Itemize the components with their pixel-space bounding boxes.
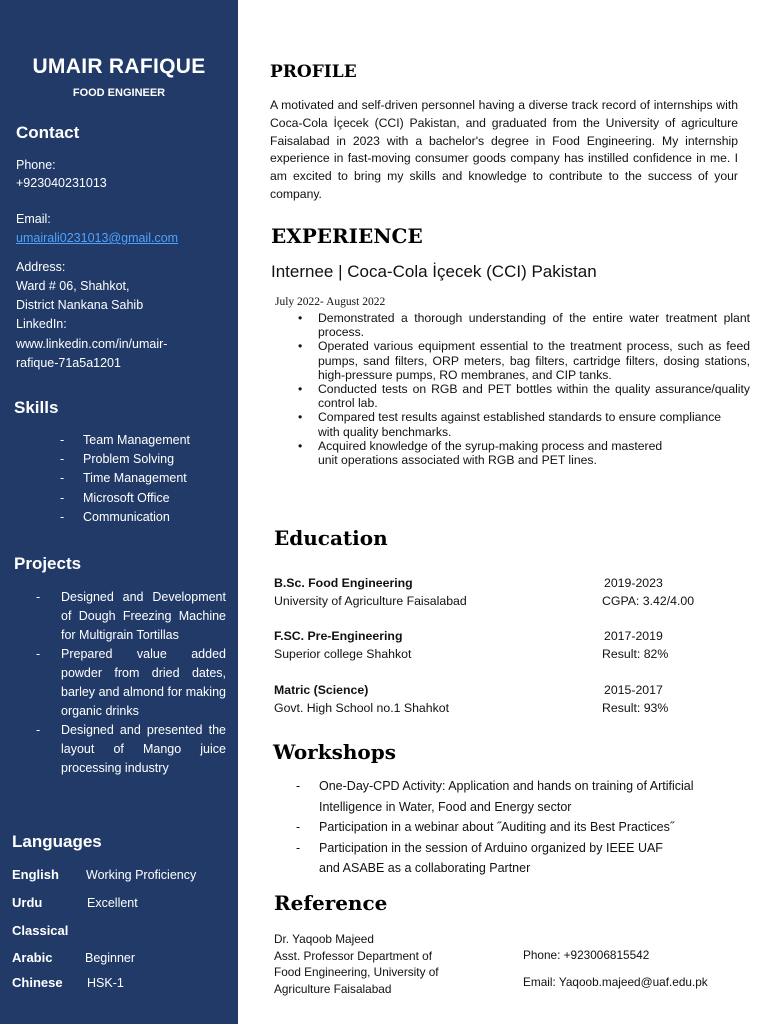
contact-heading: Contact xyxy=(16,123,80,142)
language-name: Classical xyxy=(12,923,69,938)
project-item: - Designed and Development of Dough Freezing Machine for Multigrain Tortillas xyxy=(36,588,226,645)
language-level: Working Proficiency xyxy=(86,868,197,882)
phone-label: Phone: xyxy=(16,158,56,172)
skill-item: - Time Management xyxy=(60,469,190,488)
education-heading: Education xyxy=(274,526,388,550)
experience-bullet: • Operated various equipment essential to the treatment process, such as feed pumps, sand filters, ORP meters, bag filters, cartridge filters, dosing stations, high-pressure pumps, RO membranes, and CIP tanks. xyxy=(298,339,750,382)
sidebar xyxy=(0,0,238,1024)
address-line-2: District Nankana Sahib xyxy=(16,298,144,312)
degree-result: Result: 93% xyxy=(602,701,669,715)
phone-value: +923040231013 xyxy=(16,176,107,190)
reference-block xyxy=(274,931,459,997)
language-level: Excellent xyxy=(87,896,138,910)
profile-text: A motivated and self-driven personnel having a diverse track record of internships with Coca-Cola İçecek (CCI) Pakistan, and graduated from the University of agriculture Faisalabad in 2023 with a bachelor's degree in Food Engineering. My internship experience in fast-moving consumer goods company has instilled confidence in me. I am excited to bring my skills and knowledge to contribute to the success of your company. xyxy=(270,98,738,201)
experience-bullets xyxy=(298,311,750,467)
degree-result: Result: 82% xyxy=(602,647,669,661)
candidate-name: UMAIR RAFIQUE xyxy=(32,55,206,78)
language-name: Arabic xyxy=(12,950,53,965)
language-name: Urdu xyxy=(12,895,43,910)
institution: University of Agriculture Faisalabad xyxy=(274,594,467,608)
job-dates: July 2022- August 2022 xyxy=(275,296,386,308)
degree-years: 2019-2023 xyxy=(604,576,663,590)
language-name: Chinese xyxy=(12,975,63,990)
experience-heading: EXPERIENCE xyxy=(271,224,423,248)
candidate-role: FOOD ENGINEER xyxy=(72,87,166,99)
profile-heading: PROFILE xyxy=(270,62,357,82)
workshop-item: - Participation in a webinar about ˝Auditing and its Best Practices˝ xyxy=(296,817,716,838)
linkedin-line-1[interactable]: www.linkedin.com/in/umair- xyxy=(16,337,168,351)
address-label: Address: xyxy=(16,260,66,274)
degree-years: 2015-2017 xyxy=(604,683,663,697)
degree-title: Matric (Science) xyxy=(274,683,369,697)
skill-item: - Team Management xyxy=(60,431,190,450)
projects-list xyxy=(36,588,226,778)
project-item: - Prepared value added powder from dried dates, barley and almond for making organic drinks xyxy=(36,645,226,721)
reference-email[interactable]: Email: Yaqoob.majeed@uaf.edu.pk xyxy=(523,975,708,989)
linkedin-line-2[interactable]: rafique-71a5a1201 xyxy=(16,356,121,370)
degree-title: B.Sc. Food Engineering xyxy=(274,576,413,590)
address-line-1: Ward # 06, Shahkot, xyxy=(16,279,130,293)
skills-heading: Skills xyxy=(14,398,59,417)
institution: Govt. High School no.1 Shahkot xyxy=(274,701,449,715)
projects-heading: Projects xyxy=(14,554,82,573)
skill-item: - Microsoft Office xyxy=(60,489,190,508)
reference-name: Dr. Yaqoob Majeed xyxy=(274,932,374,946)
email-label: Email: xyxy=(16,212,51,226)
email-link[interactable]: umairali0231013@gmail.com xyxy=(16,231,179,245)
skills-list xyxy=(60,431,190,527)
linkedin-label: LinkedIn: xyxy=(16,317,67,331)
skill-item: - Communication xyxy=(60,508,190,527)
reference-phone: Phone: +923006815542 xyxy=(523,948,650,962)
institution: Superior college Shahkot xyxy=(274,647,412,661)
workshops-heading: Workshops xyxy=(273,740,396,764)
project-item: - Designed and presented the layout of Mango juice processing industry xyxy=(36,721,226,778)
degree-title: F.SC. Pre-Engineering xyxy=(274,629,403,643)
reference-position: Asst. Professor Department of Food Engineering, University of Agriculture Faisalabad xyxy=(274,948,439,996)
experience-bullet: • Acquired knowledge of the syrup-making process and mastered unit operations associated with RGB and PET lines. xyxy=(298,439,750,467)
language-level: Beginner xyxy=(85,951,136,965)
language-level: HSK-1 xyxy=(87,976,124,990)
workshops-list xyxy=(296,776,716,879)
experience-bullet: • Compared test results against established standards to ensure compliance with quality benchmarks. xyxy=(298,410,750,438)
languages-heading: Languages xyxy=(12,832,102,851)
language-name: English xyxy=(12,867,59,882)
workshop-item: - Participation in the session of Arduino organized by IEEE UAF and ASABE as a collaborating Partner xyxy=(296,838,716,879)
job-title: Internee | Coca-Cola İçecek (CCI) Pakistan xyxy=(271,262,597,281)
experience-bullet: • Demonstrated a thorough understanding of the entire water treatment plant process. xyxy=(298,311,750,339)
reference-heading: Reference xyxy=(274,891,388,915)
skill-item: - Problem Solving xyxy=(60,450,190,469)
workshop-item: - One-Day-CPD Activity: Application and hands on training of Artificial Intelligence in Water, Food and Energy sector xyxy=(296,776,716,817)
degree-years: 2017-2019 xyxy=(604,629,663,643)
experience-bullet: • Conducted tests on RGB and PET bottles within the quality assurance/quality control lab. xyxy=(298,382,750,410)
degree-result: CGPA: 3.42/4.00 xyxy=(602,594,695,608)
